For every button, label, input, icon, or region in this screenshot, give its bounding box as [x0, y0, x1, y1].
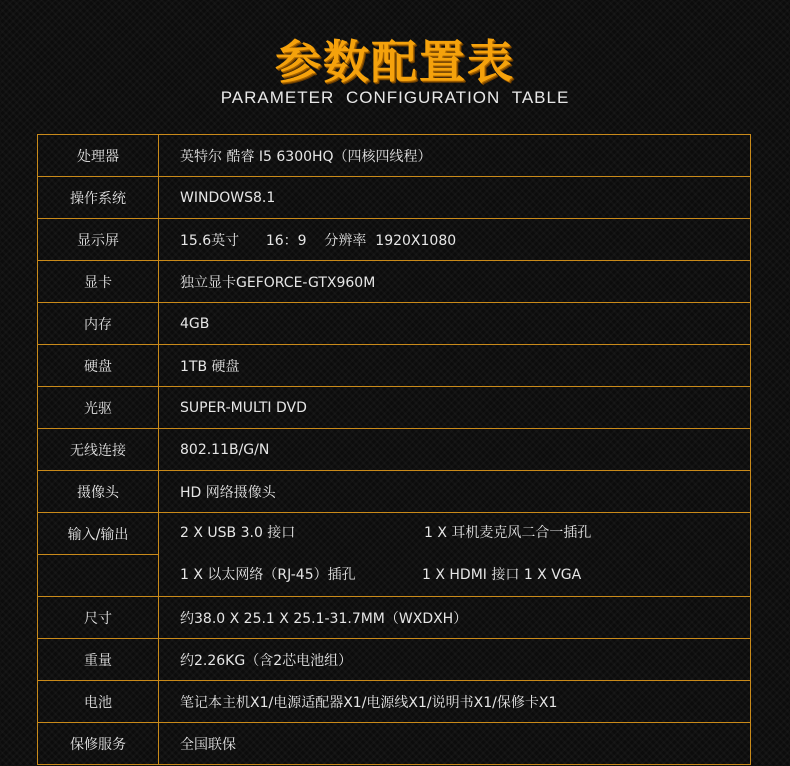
table-row [38, 681, 751, 723]
table-row [38, 471, 751, 513]
io-ethernet: 1 X 以太网络（RJ-45）插孔 [180, 566, 356, 583]
spec-value: 802.11B/G/N [159, 429, 751, 471]
table-row [38, 429, 751, 471]
spec-value: 1TB 硬盘 [159, 345, 751, 387]
spec-value: HD 网络摄像头 [159, 471, 751, 513]
spec-value: 独立显卡GEFORCE-GTX960M [159, 261, 751, 303]
table-row [38, 555, 751, 597]
spec-value: 笔记本主机X1/电源适配器X1/电源线X1/说明书X1/保修卡X1 [159, 681, 751, 723]
table-row [38, 303, 751, 345]
page-subtitle: PARAMETER CONFIGURATION TABLE [220, 88, 570, 107]
spec-value: SUPER-MULTI DVD [159, 387, 751, 429]
spec-value: 4GB [159, 303, 751, 345]
table-row [38, 345, 751, 387]
spec-value-io-line2 [159, 555, 751, 597]
spec-value: 约38.0 X 25.1 X 25.1-31.7MM（WXDXH） [159, 597, 751, 639]
spec-label: 重量 [38, 639, 159, 681]
table-row [38, 177, 751, 219]
spec-value: 英特尔 酷睿 I5 6300HQ（四核四线程） [159, 135, 751, 177]
spec-value-io-line1 [159, 513, 751, 555]
spec-label: 操作系统 [38, 177, 159, 219]
table-row [38, 639, 751, 681]
spec-label: 内存 [38, 303, 159, 345]
spec-label: 尺寸 [38, 597, 159, 639]
spec-label: 摄像头 [38, 471, 159, 513]
spec-value: WINDOWS8.1 [159, 177, 751, 219]
spec-table [37, 134, 751, 765]
spec-value: 约2.26KG（含2芯电池组） [159, 639, 751, 681]
spec-label: 显卡 [38, 261, 159, 303]
io-usb: 2 X USB 3.0 接口 [180, 525, 296, 542]
table-row [38, 597, 751, 639]
spec-label: 电池 [38, 681, 159, 723]
table-row [38, 135, 751, 177]
table-row [38, 261, 751, 303]
spec-label: 硬盘 [38, 345, 159, 387]
table-row [38, 723, 751, 765]
spec-label-blank [38, 555, 159, 597]
spec-label: 无线连接 [38, 429, 159, 471]
io-audio: 1 X 耳机麦克风二合一插孔 [424, 525, 592, 542]
table-row [38, 387, 751, 429]
spec-label: 光驱 [38, 387, 159, 429]
spec-label: 处理器 [38, 135, 159, 177]
spec-label: 保修服务 [38, 723, 159, 765]
spec-value: 15.6英寸 16：9 分辨率 1920X1080 [159, 219, 751, 261]
io-video: 1 X HDMI 接口 1 X VGA [422, 566, 582, 583]
spec-label-io: 输入/输出 [38, 513, 159, 555]
spec-value: 全国联保 [159, 723, 751, 765]
table-row [38, 513, 751, 555]
page-title: 参数配置表 [275, 35, 515, 89]
spec-label: 显示屏 [38, 219, 159, 261]
table-row [38, 219, 751, 261]
